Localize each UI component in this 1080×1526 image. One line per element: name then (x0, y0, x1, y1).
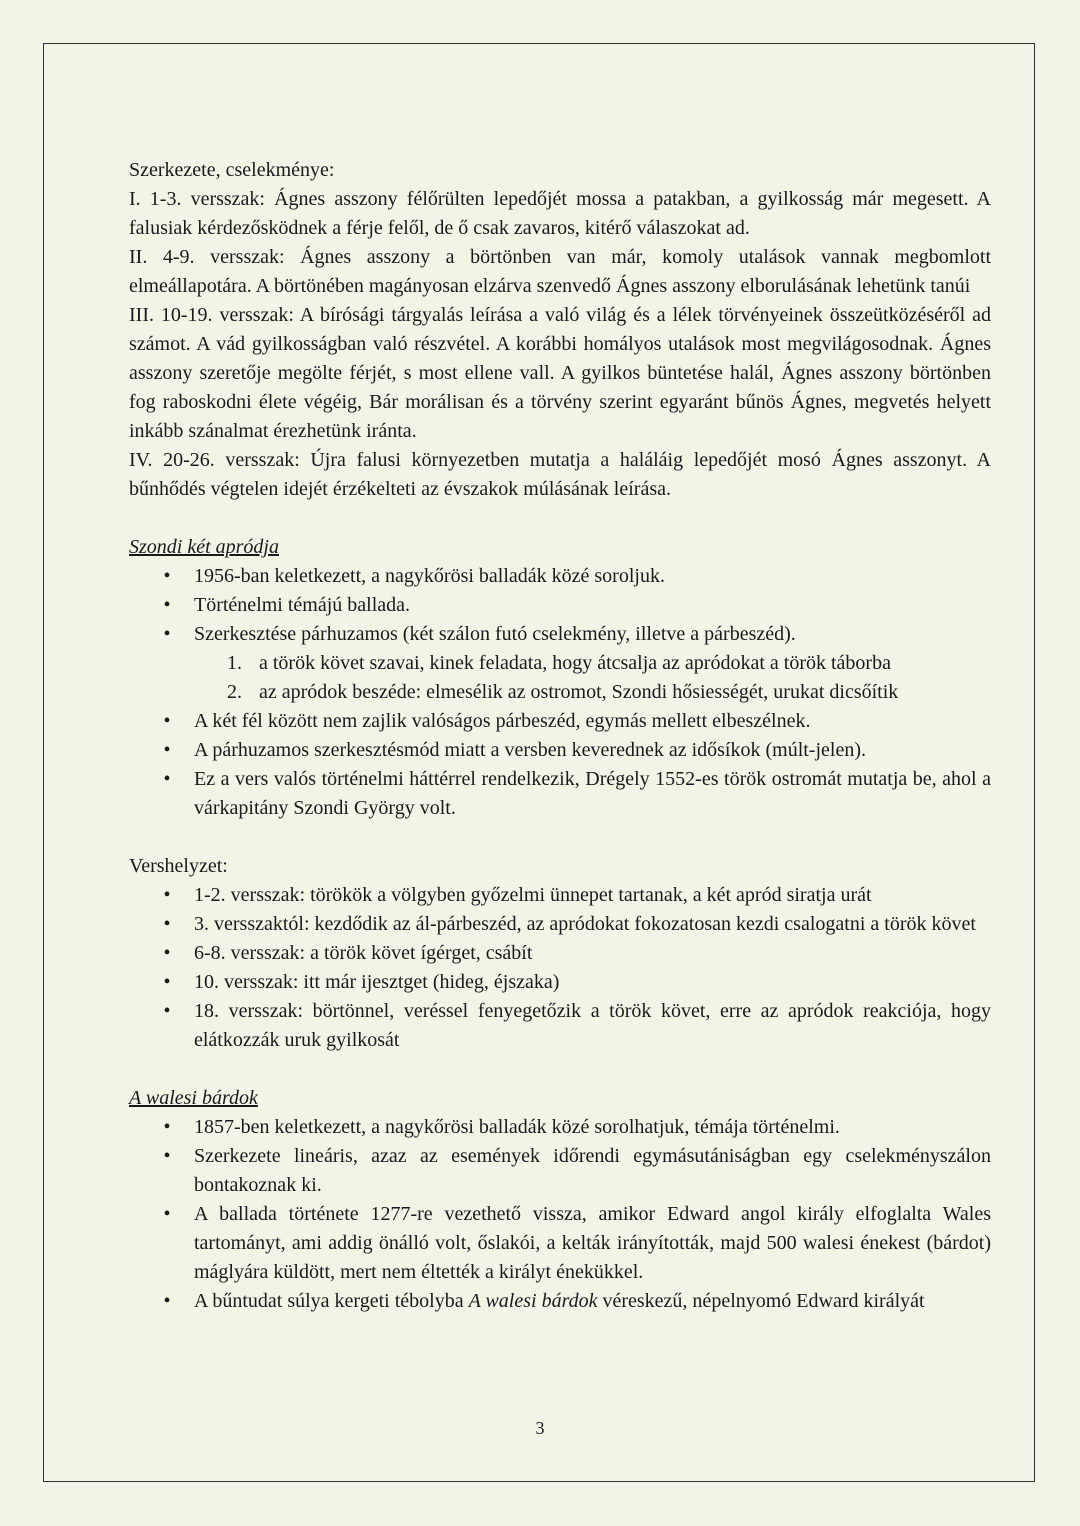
bullet-icon: • (163, 1145, 171, 1167)
bullet-icon: • (163, 768, 171, 790)
szondi-numbered-list (129, 649, 991, 707)
item-number: 2. (227, 681, 242, 703)
numbered-item (129, 649, 991, 678)
bullet-icon: • (163, 1000, 171, 1022)
list-item (129, 1200, 991, 1287)
list-item-text: Ez a vers valós történelmi háttérrel rendelkezik, Drégely 1552-es török ostromát mutatja be, ahol a várkapitány Szondi György volt. (194, 768, 991, 819)
list-item (129, 736, 991, 765)
list-item (129, 562, 991, 591)
list-item (129, 620, 991, 649)
list-item (129, 910, 991, 939)
list-item-text: 10. versszak: itt már ijesztget (hideg, éjszaka) (194, 971, 560, 993)
vershelyzet-bullet-list (129, 881, 991, 1055)
bullet-icon: • (163, 1290, 171, 1312)
list-item (129, 707, 991, 736)
list-item-text: A két fél között nem zajlik valóságos párbeszéd, egymás mellett elbeszélnek. (194, 710, 811, 732)
walesi-title (129, 1084, 991, 1113)
list-item-text: véreskezű, népelnyomó Edward királyát (602, 1290, 925, 1312)
bullet-icon: • (163, 739, 171, 761)
part-1-paragraph: I. 1-3. versszak: Ágnes asszony félőrülten lepedőjét mossa a patakban, a gyilkosság már megesett. A falusiak kérdezősködnek a férje felől, de ő csak zavaros, kitérő válaszokat ad. (129, 188, 991, 239)
bullet-icon: • (163, 942, 171, 964)
part-2-paragraph: II. 4-9. versszak: Ágnes asszony a börtönben van már, komoly utalások vannak megbomlott elmeállapotára. A börtönében magányosan elzárva szenvedő Ágnes asszony elborulásának lehetünk tanúi (129, 246, 991, 297)
szondi-title-text: Szondi két apródja (129, 536, 279, 558)
item-number: 1. (227, 652, 242, 674)
list-item-text: Szerkezete lineáris, azaz az események időrendi egymásutániságban egy cselekményszálon bontakoznak ki. (194, 1145, 991, 1196)
bullet-icon: • (163, 1203, 171, 1225)
bullet-icon: • (163, 884, 171, 906)
spacer (129, 823, 991, 852)
spacer (129, 504, 991, 533)
walesi-title-text: A walesi bárdok (129, 1087, 258, 1109)
szondi-title (129, 533, 991, 562)
list-item-text: 1956-ban keletkezett, a nagykőrösi balladák közé soroljuk. (194, 565, 665, 587)
list-item (129, 1142, 991, 1200)
numbered-item-text: a török követ szavai, kinek feladata, hogy átcsalja az apródokat a török táborba (259, 652, 891, 674)
list-item (129, 591, 991, 620)
numbered-item-text: az apródok beszéde: elmesélik az ostromot, Szondi hősiességét, urukat dicsőítik (259, 681, 899, 703)
bullet-icon: • (163, 1116, 171, 1138)
walesi-bullet-list (129, 1113, 991, 1316)
list-item-text: Történelmi témájú ballada. (194, 594, 411, 616)
list-item (129, 1287, 991, 1316)
list-item-text: 18. versszak: börtönnel, veréssel fenyegetőzik a török követ, erre az apródok reakciója, hogy elátkozzák uruk gyilkosát (194, 1000, 991, 1051)
list-item-text: A párhuzamos szerkesztésmód miatt a versben keverednek az idősíkok (múlt-jelen). (194, 739, 866, 761)
bullet-icon: • (163, 565, 171, 587)
part-3-paragraph: III. 10-19. versszak: A bírósági tárgyalás leírása a való világ és a lélek törvényeinek összeütközéséről ad számot. A vád gyilkosságban való részvétel. A korábbi homályos utalások most megvilágosodnak. Ágnes asszony szeretője megölte férjét, s most ellene vall. A gyilkos büntetése halál, Ágnes asszony börtönben fog raboskodni élete végéig, Bár morálisan és a törvény szerint egyaránt bűnös Ágnes, megvetés helyett inkább szánalmat érezhetünk iránta. (129, 304, 991, 442)
page-number: 3 (535, 1418, 545, 1438)
list-item-text: Szerkesztése párhuzamos (két szálon futó cselekmény, illetve a párbeszéd). (194, 623, 796, 645)
document-body (129, 156, 991, 1316)
part-4-paragraph: IV. 20-26. versszak: Újra falusi környezetben mutatja a haláláig lepedőjét mosó Ágnes asszonyt. A bűnhődés végtelen idejét érzékelteti az évszakok múlásának leírása. (129, 449, 991, 500)
numbered-item (129, 678, 991, 707)
list-item (129, 765, 991, 823)
poem-title-reference: A walesi bárdok (468, 1290, 598, 1312)
szondi-bullet-list-2 (129, 707, 991, 823)
list-item-text: 6-8. versszak: a török követ ígérget, csábít (194, 942, 533, 964)
list-item (129, 881, 991, 910)
structure-heading: Szerkezete, cselekménye: (129, 159, 335, 181)
bullet-icon: • (163, 710, 171, 732)
szondi-bullet-list (129, 562, 991, 649)
spacer (129, 1055, 991, 1084)
list-item-text: A ballada története 1277-re vezethető vissza, amikor Edward angol király elfoglalta Wales tartományt, ami addig önálló volt, őslakói, a kelták irányították, majd 500 walesi énekest (bárdot) máglyára küldött, mert nem éltették a királyt énekükkel. (194, 1203, 991, 1283)
list-item (129, 968, 991, 997)
list-item-text: 3. versszaktól: kezdődik az ál-párbeszéd, az apródokat fokozatosan kezdi csalogatni a török követ (194, 913, 976, 935)
list-item (129, 1113, 991, 1142)
bullet-icon: • (163, 594, 171, 616)
vershelyzet-heading: Vershelyzet: (129, 855, 228, 877)
bullet-icon: • (163, 623, 171, 645)
list-item (129, 997, 991, 1055)
list-item-text: 1857-ben keletkezett, a nagykőrösi balladák közé sorolhatjuk, témája történelmi. (194, 1116, 840, 1138)
bullet-icon: • (163, 913, 171, 935)
list-item (129, 939, 991, 968)
list-item-text: A bűntudat súlya kergeti tébolyba (194, 1290, 464, 1312)
bullet-icon: • (163, 971, 171, 993)
list-item-text: 1-2. versszak: törökök a völgyben győzelmi ünnepet tartanak, a két apród siratja urát (194, 884, 872, 906)
